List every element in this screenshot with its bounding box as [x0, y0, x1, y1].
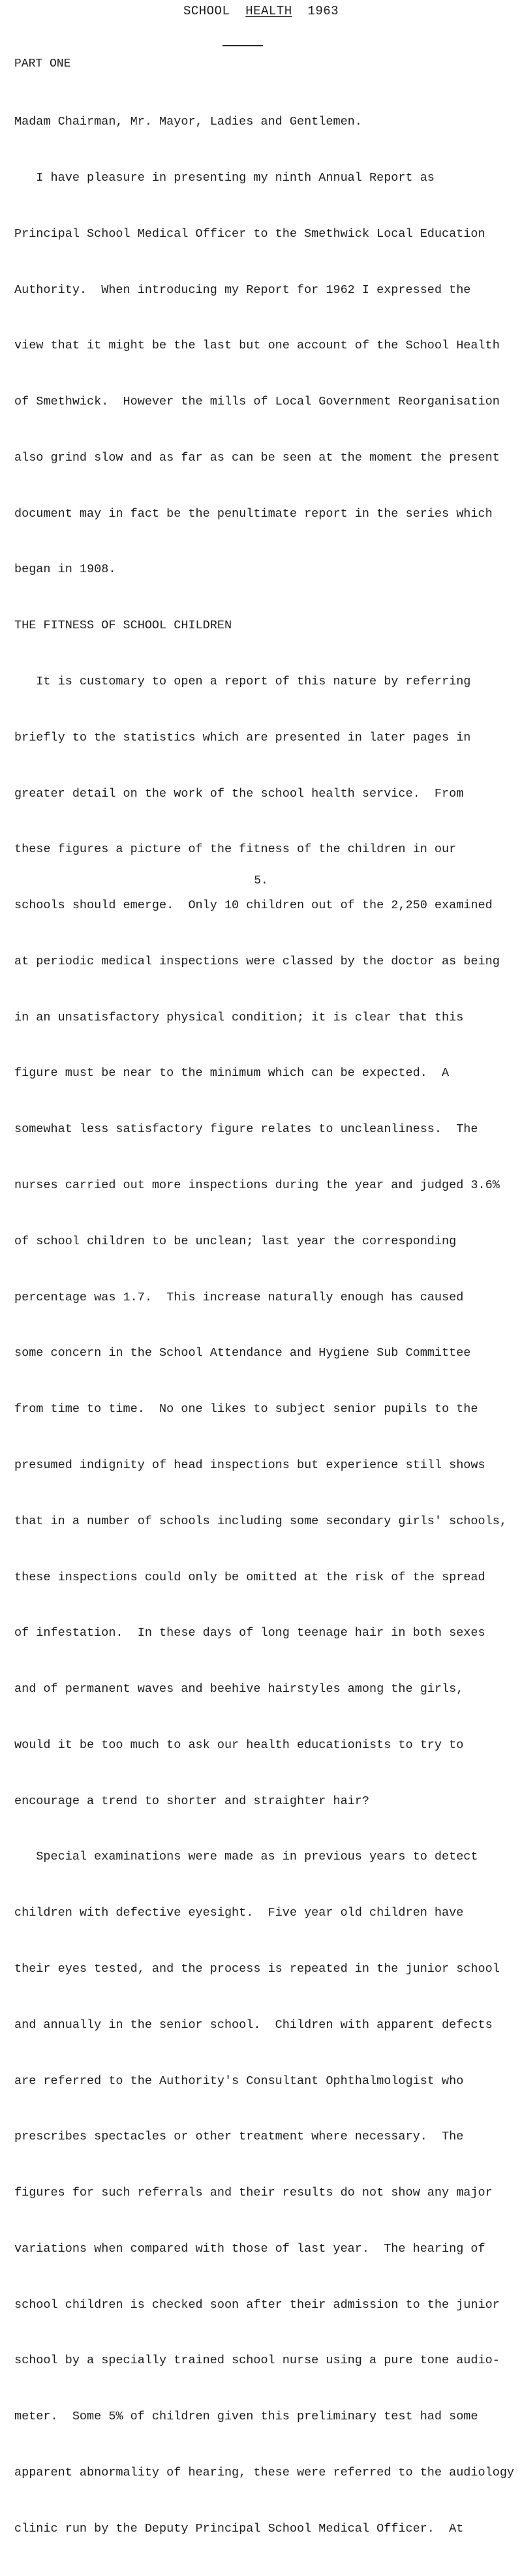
text-line: percentage was 1.7. This increase naturally enough has caused — [14, 1290, 464, 1304]
text-line: briefly to the statistics which are presented in later pages in — [14, 730, 471, 744]
text-line: apparent abnormality of hearing, these were referred to the audiology — [14, 2466, 515, 2479]
section-heading: THE FITNESS OF SCHOOL CHILDREN — [14, 619, 232, 633]
text-line: some concern in the School Attendance and Hygiene Sub Committee — [14, 1346, 471, 1360]
text-line: figures for such referrals and their results do not show any major — [14, 2186, 493, 2200]
text-line: meter. Some 5% of children given this preliminary test had some — [14, 2410, 478, 2424]
text-line: from time to time. No one likes to subject senior pupils to the — [14, 1402, 478, 1417]
running-header — [0, 4, 522, 18]
text-line: and of permanent waves and beehive hairstyles among the girls, — [14, 1682, 464, 1696]
text-line: clinic run by the Deputy Principal School Medical Officer. At — [14, 2521, 464, 2536]
text-line: of Smethwick. However the mills of Local Government Reorganisation — [14, 395, 500, 409]
text-line: I have pleasure in presenting my ninth Annual Report as — [14, 170, 435, 185]
text-line: nurses carried out more inspections during the year and judged 3.6% — [14, 1178, 500, 1193]
text-line: these inspections could only be omitted at the risk of the spread — [14, 1570, 485, 1584]
header-school: SCHOOL — [183, 4, 230, 18]
text-line: their eyes tested, and the process is repeated in the junior school — [14, 1961, 500, 1976]
text-line: prescribes spectacles or other treatment where necessary. The — [14, 2130, 464, 2144]
text-line: began in 1908. — [14, 562, 116, 577]
text-line: school children is checked soon after their admission to the junior — [14, 2297, 500, 2312]
report-body — [14, 76, 515, 2576]
text-line: also grind slow and as far as can be seen at the moment the present — [14, 450, 500, 465]
text-line: and annually in the senior school. Children with apparent defects — [14, 2017, 493, 2032]
header-health: HEALTH — [245, 4, 292, 18]
text-line: Madam Chairman, Mr. Mayor, Ladies and Gentlemen. — [14, 115, 362, 129]
text-line: that in a number of schools including some secondary girls' schools, — [14, 1514, 507, 1528]
page-number: 5. — [254, 874, 268, 887]
text-line: Authority. When introducing my Report for 1962 I expressed the — [14, 283, 471, 297]
text-line: view that it might be the last but one account of the School Health — [14, 339, 500, 353]
text-line: encourage a trend to shorter and straighter hair? — [14, 1794, 369, 1808]
text-line: schools should emerge. Only 10 children out of the 2,250 examined — [14, 898, 493, 913]
text-line: would it be too much to ask our health educationists to try to — [14, 1738, 464, 1752]
text-line: of infestation. In these days of long teenage hair in both sexes — [14, 1626, 485, 1640]
text-line: Principal School Medical Officer to the Smethwick Local Education — [14, 226, 485, 241]
text-line: presumed indignity of head inspections but experience still shows — [14, 1458, 485, 1472]
text-line: Special examinations were made as in previous years to detect — [14, 1850, 478, 1864]
text-line: are referred to the Authority's Consultant Ophthalmologist who — [14, 2074, 464, 2088]
text-line: of school children to be unclean; last year the corresponding — [14, 1234, 457, 1248]
text-line: school by a specially trained school nurse using a pure tone audio- — [14, 2354, 500, 2368]
text-line: in an unsatisfactory physical condition; it is clear that this — [14, 1010, 464, 1024]
text-line: greater detail on the work of the school health service. From — [14, 786, 464, 801]
text-line: figure must be near to the minimum which can be expected. A — [14, 1066, 450, 1081]
text-line: document may in fact be the penultimate report in the series which — [14, 506, 493, 521]
text-line: It is customary to open a report of this nature by referring — [14, 675, 471, 688]
text-line: children with defective eyesight. Five year old children have — [14, 1906, 464, 1920]
part-heading: PART ONE — [14, 57, 71, 70]
text-line: somewhat less satisfactory figure relates to uncleanliness. The — [14, 1122, 478, 1137]
separator-rule — [223, 45, 263, 46]
text-line: at periodic medical inspections were classed by the doctor as being — [14, 954, 500, 968]
text-line: variations when compared with those of last year. The hearing of — [14, 2241, 485, 2256]
header-year: 1963 — [307, 4, 339, 18]
text-line: these figures a picture of the fitness of the children in our — [14, 842, 457, 857]
